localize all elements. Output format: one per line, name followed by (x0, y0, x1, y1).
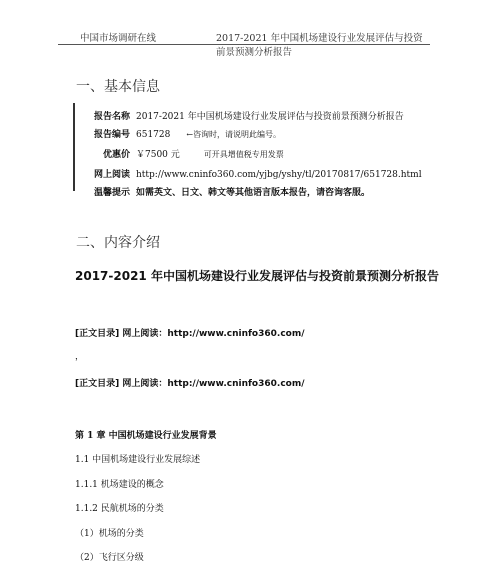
info-note-price: 可开具增值税专用发票 (203, 150, 284, 159)
info-row-code (88, 127, 281, 140)
info-label-name: 报告名称 (93, 112, 130, 122)
report-main-title: 2017-2021 年中国机场建设行业发展评估与投资前景预测分析报告 (75, 269, 439, 283)
info-label-url: 网上阅读 (93, 170, 130, 180)
info-label-code: 报告编号 (93, 130, 130, 140)
toc-link-1[interactable]: [正文目录] 网上阅读：http://www.cninfo360.com/ (75, 329, 305, 339)
info-label-tip: 温馨提示 (93, 188, 130, 198)
info-row-tip (88, 185, 370, 198)
toc-link-2[interactable]: [正文目录] 网上阅读：http://www.cninfo360.com/ (75, 379, 305, 389)
toc-item: 1.1 中国机场建设行业发展综述 (75, 455, 201, 465)
info-note-code: ←咨询时，请说明此编号。 (186, 130, 282, 139)
info-row-name (88, 109, 404, 122)
info-value-price: ￥7500 元 (136, 150, 180, 160)
toc-item: （2）飞行区分级 (75, 553, 144, 563)
page-header (58, 26, 430, 58)
info-row-price (88, 147, 284, 160)
info-row-url (88, 167, 422, 180)
info-value-tip: 如需英文、日文、韩文等其他语言版本报告，请咨询客服。 (136, 188, 371, 198)
section-basic-info-title: 一、基本信息 (76, 79, 160, 95)
header-site-name: 中国市场调研在线 (80, 33, 157, 44)
toc-item: （1）机场的分类 (75, 529, 144, 539)
info-value-code: 651728 (136, 130, 171, 140)
toc-item: 1.1.2 民航机场的分类 (75, 504, 164, 514)
info-value-name: 2017-2021 年中国机场建设行业发展评估与投资前景预测分析报告 (136, 112, 404, 122)
section-content-title: 二、内容介绍 (76, 235, 160, 251)
header-report-title: 2017-2021 年中国机场建设行业发展评估与投资前景预测分析报告 (216, 33, 423, 58)
toc-item: 1.1.1 机场建设的概念 (75, 480, 164, 490)
comma-mark: ， (75, 352, 85, 362)
info-value-url[interactable]: http://www.cninfo360.com/yjbg/yshy/tl/20170817/651728.html (136, 170, 422, 180)
toc-chapter-1: 第 1 章 中国机场建设行业发展背景 (75, 431, 217, 441)
info-label-price: 优惠价 (102, 150, 130, 160)
